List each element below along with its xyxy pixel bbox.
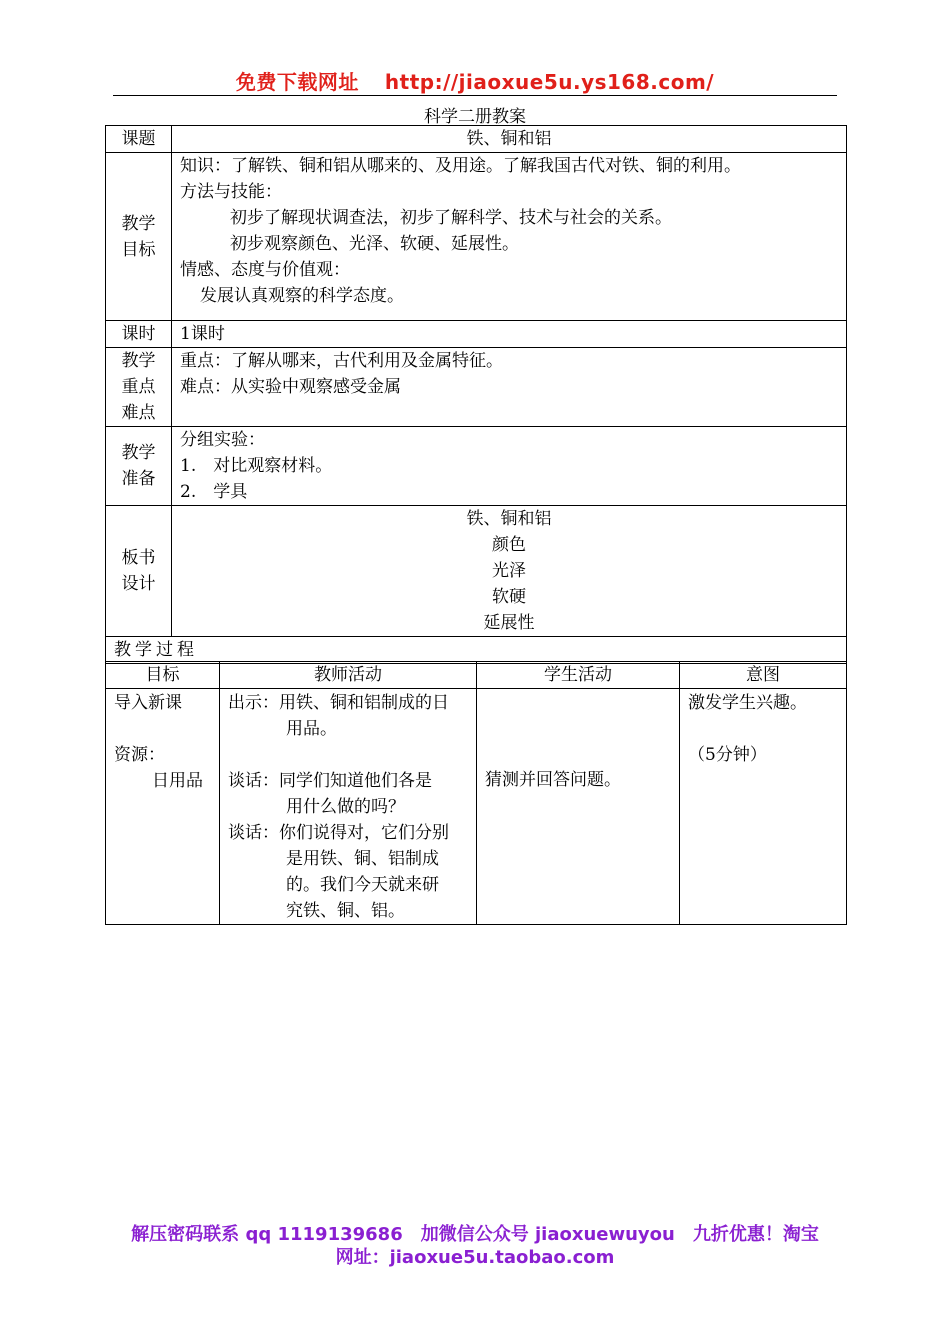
objective-knowledge: 知识：了解铁、铜和铝从哪来的、及用途。了解我国古代对铁、铜的利用。	[180, 156, 741, 176]
topic-label: 课题	[106, 126, 172, 153]
objectives-row	[106, 153, 847, 321]
keypoints-row	[106, 348, 847, 427]
prep-content	[172, 427, 847, 506]
student-activity-cell	[477, 689, 680, 925]
teacher-line-3: 谈话：同学们知道他们各是	[228, 771, 432, 791]
prep-item-1: 1. 对比观察材料。	[180, 456, 333, 476]
teacher-activity-cell	[220, 689, 477, 925]
header-url-link[interactable]: http://jiaoxue5u.ys168.com/	[384, 70, 715, 94]
process-title-row	[106, 637, 847, 664]
teacher-line-1: 出示：用铁、铜和铝制成的日	[228, 693, 449, 713]
process-row-intro	[106, 689, 847, 925]
resource-label: 资源：	[114, 745, 165, 765]
keypoints-label: 教学 重点 难点	[106, 348, 172, 427]
objectives-label: 教学 目标	[106, 153, 172, 321]
teacher-line-2: 用品。	[286, 719, 337, 739]
objective-attitude: 发展认真观察的科学态度。	[200, 286, 404, 306]
student-activity: 猜测并回答问题。	[485, 770, 621, 790]
process-title: 教学过程	[106, 637, 847, 664]
period-label: 课时	[106, 321, 172, 348]
col-header-intent: 意图	[680, 662, 847, 689]
board-item-ductility: 延展性	[483, 613, 535, 633]
board-label: 板书 设计	[106, 506, 172, 637]
col-header-student: 学生活动	[477, 662, 680, 689]
header-download-banner	[0, 66, 950, 95]
board-title: 铁、铜和铝	[466, 509, 552, 529]
board-content	[172, 506, 847, 637]
topic-value: 铁、铜和铝	[172, 126, 847, 153]
footer-shop-link[interactable]: 网址：jiaoxue5u.taobao.com	[335, 1247, 615, 1268]
col-header-goal: 目标	[106, 662, 220, 689]
board-item-color: 颜色	[492, 535, 526, 555]
topic-row	[106, 126, 847, 153]
footer-contact-line: 解压密码联系 qq 1119139686 加微信公众号 jiaoxuewuyou 九折优惠！淘宝	[131, 1224, 819, 1245]
board-row	[106, 506, 847, 637]
keypoint-difficulty: 难点：从实验中观察感受金属	[180, 377, 401, 397]
prep-item-2: 2. 学具	[180, 482, 248, 502]
keypoint-focus: 重点：了解从哪来，古代利用及金属特征。	[180, 351, 503, 371]
time-value: （5分钟）	[688, 745, 767, 765]
goal-value: 导入新课	[114, 693, 182, 713]
period-value: 1课时	[172, 321, 847, 348]
teacher-line-4: 用什么做的吗？	[286, 797, 405, 817]
teaching-process-table	[105, 661, 847, 925]
prep-row	[106, 427, 847, 506]
objective-method-1: 初步了解现状调查法，初步了解科学、技术与社会的关系。	[230, 208, 672, 228]
resource-value: 日用品	[152, 771, 203, 791]
process-header-row	[106, 662, 847, 689]
teacher-line-5: 谈话：你们说得对，它们分别	[228, 823, 449, 843]
teacher-line-7: 的。我们今天就来研	[286, 875, 439, 895]
keypoints-content	[172, 348, 847, 427]
header-label: 免费下载网址	[235, 70, 359, 94]
lesson-plan-table	[105, 125, 847, 664]
intent-cell	[680, 689, 847, 925]
intent-value: 激发学生兴趣。	[688, 693, 807, 713]
board-item-luster: 光泽	[492, 561, 526, 581]
objective-method-2: 初步观察颜色、光泽、软硬、延展性。	[230, 234, 519, 254]
goal-cell	[106, 689, 220, 925]
objective-methods-heading: 方法与技能：	[180, 182, 282, 202]
teacher-line-6: 是用铁、铜、铝制成	[286, 849, 439, 869]
prep-heading: 分组实验：	[180, 430, 265, 450]
objectives-content	[172, 153, 847, 321]
col-header-teacher: 教师活动	[220, 662, 477, 689]
period-row	[106, 321, 847, 348]
header-divider	[113, 95, 837, 96]
objective-attitude-heading: 情感、态度与价值观：	[180, 260, 350, 280]
teacher-line-8: 究铁、铜、铝。	[286, 901, 405, 921]
board-item-hardness: 软硬	[492, 587, 526, 607]
prep-label: 教学 准备	[106, 427, 172, 506]
document-subtitle: 科学二册教案	[424, 107, 526, 127]
